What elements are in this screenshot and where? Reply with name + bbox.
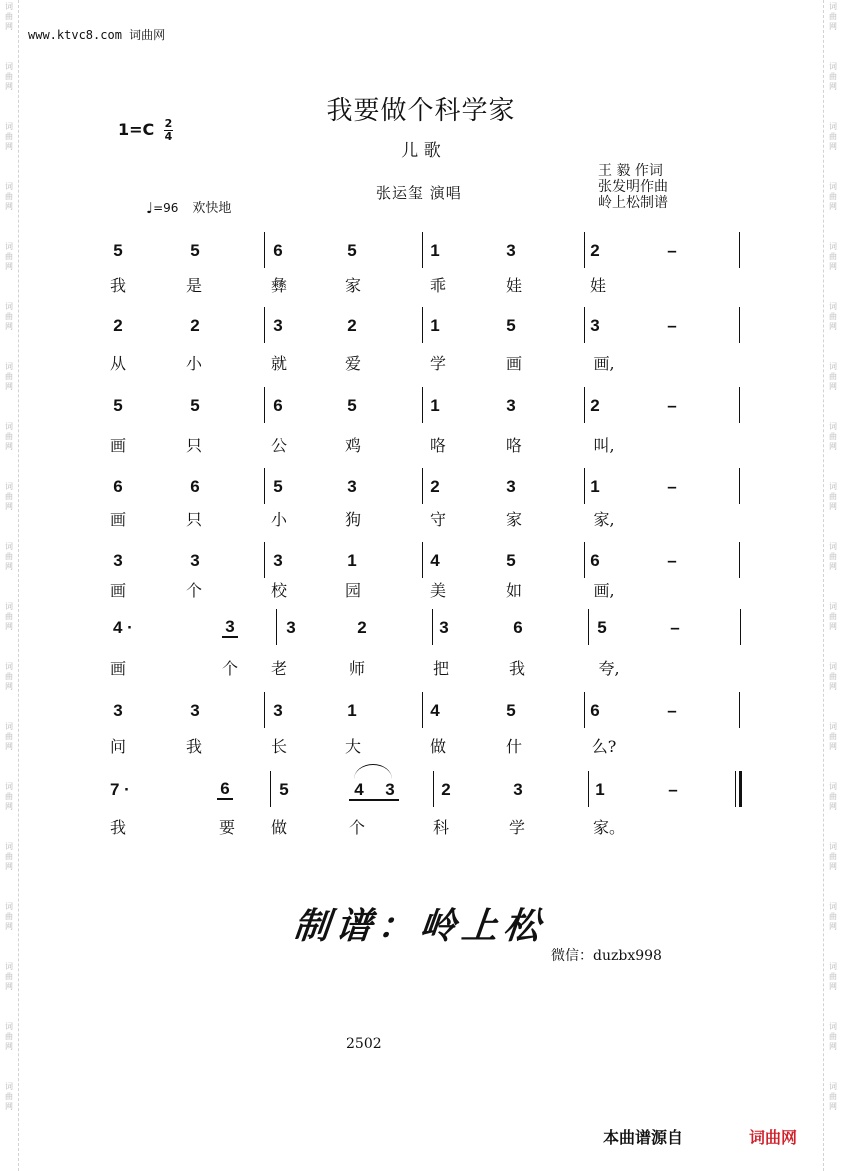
- barline: [740, 609, 741, 645]
- watermark-char: 词: [5, 842, 13, 851]
- watermark-char: 词: [5, 242, 13, 251]
- lyric: 咯: [505, 436, 522, 455]
- note: 1: [590, 477, 600, 496]
- watermark-char: 词: [5, 662, 13, 671]
- note: 3: [513, 780, 523, 799]
- lyric: 个: [185, 581, 202, 600]
- lyric: 如: [505, 581, 522, 600]
- barline: [584, 692, 585, 728]
- watermark-char: 曲: [5, 612, 13, 621]
- note: 3: [439, 618, 449, 637]
- watermark-char: 词: [5, 482, 13, 491]
- note: 1: [595, 780, 605, 799]
- watermark-char: 词: [5, 2, 13, 11]
- note: 6: [590, 551, 600, 570]
- lyric: 我: [109, 818, 126, 837]
- watermark-char: 网: [829, 622, 837, 631]
- lyric: 小: [270, 510, 287, 529]
- lyric: 科: [432, 818, 449, 837]
- watermark-char: 词: [5, 422, 13, 431]
- lyric: 小: [185, 354, 202, 373]
- note: 2: [441, 780, 451, 799]
- note: –: [667, 316, 677, 335]
- watermark-char: 网: [5, 562, 13, 571]
- wechat-id: 微信：duzbx998: [551, 948, 662, 964]
- note: 3: [190, 701, 200, 720]
- lyric: 公: [270, 436, 287, 455]
- watermark-char: 网: [829, 202, 837, 211]
- watermark-char: 网: [829, 862, 837, 871]
- lyric: 娃: [505, 276, 522, 295]
- note: 3: [113, 551, 123, 570]
- tempo-value: =96: [153, 201, 179, 215]
- transcriber: 岭上松制谱: [598, 195, 668, 211]
- watermark-char: 网: [829, 22, 837, 31]
- note: 5: [347, 396, 357, 415]
- barline: [588, 771, 589, 807]
- note: 3: [506, 477, 516, 496]
- note: –: [668, 780, 678, 799]
- watermark-char: 词: [5, 902, 13, 911]
- watermark-char: 词: [829, 302, 837, 311]
- note: 5: [506, 701, 516, 720]
- meter-top: 2: [164, 117, 173, 130]
- watermark-char: 曲: [5, 672, 13, 681]
- final-barline: [739, 771, 742, 807]
- note: 3: [286, 618, 296, 637]
- note: –: [670, 618, 680, 637]
- watermark-char: 网: [829, 982, 837, 991]
- note: 5: [190, 241, 200, 260]
- note: 6: [190, 477, 200, 496]
- lyric: 美: [429, 581, 446, 600]
- watermark-char: 曲: [5, 1092, 13, 1101]
- lyric: 娃: [589, 276, 606, 295]
- watermark-char: 曲: [829, 192, 837, 201]
- watermark-char: 曲: [5, 132, 13, 141]
- note: 1: [430, 396, 440, 415]
- note: 3: [506, 396, 516, 415]
- lyric: 我: [185, 737, 202, 756]
- lyric: 老: [270, 659, 287, 678]
- lyric: 咯: [429, 436, 446, 455]
- barline: [422, 542, 423, 578]
- barline: [584, 468, 585, 504]
- watermark-char: 词: [5, 1082, 13, 1091]
- note: –: [667, 396, 677, 415]
- watermark-char: 曲: [829, 312, 837, 321]
- barline: [276, 609, 277, 645]
- note: 6: [513, 618, 523, 637]
- page-number: 2502: [346, 1036, 382, 1052]
- watermark-char: 词: [5, 122, 13, 131]
- watermark-char: 词: [829, 1082, 837, 1091]
- watermark-char: 曲: [829, 132, 837, 141]
- lyric: 问: [109, 737, 126, 756]
- lyric: 爱: [344, 354, 361, 373]
- note: 3: [506, 241, 516, 260]
- watermark-char: 曲: [829, 1032, 837, 1041]
- watermark-char: 曲: [829, 972, 837, 981]
- lyric: 乖: [429, 276, 446, 295]
- watermark-char: 网: [829, 502, 837, 511]
- note: 3: [273, 701, 283, 720]
- barline: [735, 771, 736, 807]
- barline: [584, 232, 585, 268]
- watermark-char: 曲: [5, 1032, 13, 1041]
- lyric: 就: [270, 354, 287, 373]
- note: 2: [430, 477, 440, 496]
- barline: [584, 387, 585, 423]
- note: 1: [430, 316, 440, 335]
- note: 3: [113, 701, 123, 720]
- lyric: 画: [109, 510, 126, 529]
- watermark-char: 网: [5, 742, 13, 751]
- watermark-char: 网: [5, 1102, 13, 1111]
- watermark-char: 曲: [829, 552, 837, 561]
- lyric: 个: [348, 818, 365, 837]
- lyric: 只: [185, 436, 202, 455]
- lyric: 夸,: [598, 659, 620, 678]
- lyric: 是: [185, 276, 202, 295]
- watermark-char: 曲: [829, 792, 837, 801]
- site-url: www.ktvc8.com 词曲网: [28, 28, 166, 42]
- note: 3: [222, 618, 238, 638]
- watermark-char: 曲: [5, 492, 13, 501]
- lyric: 家,: [593, 510, 615, 529]
- lyric: 做: [270, 818, 287, 837]
- watermark-char: 词: [5, 962, 13, 971]
- note: 3: [590, 316, 600, 335]
- note: 6: [273, 396, 283, 415]
- watermark-char: 词: [829, 422, 837, 431]
- note: 6: [113, 477, 123, 496]
- mood-marking: 欢快地: [192, 201, 232, 216]
- composer: 张发明作曲: [598, 179, 668, 195]
- lyric: 个: [221, 659, 238, 678]
- slur: [354, 764, 392, 779]
- barline: [264, 307, 265, 343]
- signature: 制谱：岭上松: [291, 905, 548, 947]
- note: 6: [217, 780, 233, 800]
- note: 1: [347, 551, 357, 570]
- watermark-char: 词: [5, 182, 13, 191]
- barline: [422, 387, 423, 423]
- note: 2: [590, 241, 600, 260]
- watermark-char: 词: [5, 62, 13, 71]
- lyric: 什: [505, 737, 522, 756]
- barline: [739, 232, 740, 268]
- watermark-char: 词: [829, 2, 837, 11]
- watermark-char: 曲: [5, 12, 13, 21]
- watermark-char: 曲: [829, 372, 837, 381]
- source-label: 本曲谱源自: [603, 1128, 684, 1147]
- lyric: 我: [508, 659, 525, 678]
- barline: [588, 609, 589, 645]
- lyric: 做: [429, 737, 446, 756]
- lyric: 画,: [593, 581, 615, 600]
- lyric: 把: [432, 659, 449, 678]
- watermark-char: 网: [5, 82, 13, 91]
- note: 5: [279, 780, 289, 799]
- watermark-char: 网: [5, 982, 13, 991]
- watermark-char: 词: [829, 62, 837, 71]
- barline: [739, 468, 740, 504]
- note: –: [667, 701, 677, 720]
- watermark-char: 词: [829, 482, 837, 491]
- watermark-char: 曲: [5, 912, 13, 921]
- watermark-char: 网: [5, 922, 13, 931]
- watermark-char: 网: [5, 142, 13, 151]
- watermark-char: 网: [829, 322, 837, 331]
- watermark-char: 词: [829, 662, 837, 671]
- watermark-char: 词: [5, 302, 13, 311]
- lyric: 学: [508, 818, 525, 837]
- lyric: 大: [344, 737, 361, 756]
- lyric: 只: [185, 510, 202, 529]
- lyric: 鸡: [344, 436, 361, 455]
- watermark-char: 曲: [5, 72, 13, 81]
- note: 7 ·: [110, 780, 130, 799]
- song-title: 我要做个科学家: [326, 96, 516, 126]
- note: 5: [190, 396, 200, 415]
- watermark-char: 词: [829, 602, 837, 611]
- note: 5: [113, 396, 123, 415]
- watermark-char: 曲: [829, 252, 837, 261]
- watermark-char: 曲: [829, 912, 837, 921]
- lyric: 么?: [591, 737, 617, 756]
- watermark-char: 网: [829, 1102, 837, 1111]
- watermark-char: 网: [5, 382, 13, 391]
- lyric: 家。: [592, 818, 625, 837]
- barline: [422, 232, 423, 268]
- watermark-char: 曲: [5, 552, 13, 561]
- barline: [264, 387, 265, 423]
- barline: [584, 542, 585, 578]
- barline: [264, 232, 265, 268]
- watermark-char: 网: [829, 82, 837, 91]
- watermark-char: 网: [829, 742, 837, 751]
- lyric: 守: [429, 510, 446, 529]
- watermark-char: 网: [5, 802, 13, 811]
- watermark-char: 曲: [829, 12, 837, 21]
- note: 3: [273, 316, 283, 335]
- note: 2: [590, 396, 600, 415]
- watermark-char: 曲: [5, 372, 13, 381]
- key-signature: 1=C: [118, 120, 155, 139]
- song-genre: 儿 歌: [401, 141, 441, 161]
- note: 5: [113, 241, 123, 260]
- barline: [422, 468, 423, 504]
- note: –: [667, 241, 677, 260]
- watermark-char: 词: [829, 962, 837, 971]
- watermark-char: 网: [5, 502, 13, 511]
- note: 5: [597, 618, 607, 637]
- watermark-char: 词: [829, 182, 837, 191]
- watermark-char: 曲: [829, 732, 837, 741]
- watermark-char: 曲: [5, 252, 13, 261]
- watermark-char: 曲: [829, 72, 837, 81]
- note: 4: [354, 780, 364, 799]
- watermark-char: 网: [829, 382, 837, 391]
- note: 2: [113, 316, 123, 335]
- watermark-char: 词: [829, 542, 837, 551]
- watermark-char: 网: [829, 442, 837, 451]
- barline: [739, 542, 740, 578]
- watermark-char: 网: [5, 322, 13, 331]
- barline: [264, 692, 265, 728]
- watermark-char: 词: [5, 542, 13, 551]
- note: 5: [506, 316, 516, 335]
- watermark-char: 词: [829, 782, 837, 791]
- barline: [739, 692, 740, 728]
- watermark-char: 词: [829, 1022, 837, 1031]
- meter-bottom: 4: [164, 130, 173, 143]
- note: 6: [273, 241, 283, 260]
- watermark-char: 网: [5, 22, 13, 31]
- note: 2: [347, 316, 357, 335]
- watermark-char: 曲: [5, 732, 13, 741]
- watermark-char: 词: [5, 722, 13, 731]
- watermark-char: 曲: [829, 852, 837, 861]
- lyric: 从: [109, 354, 126, 373]
- performer: 张运玺 演唱: [376, 184, 462, 202]
- lyric: 彝: [270, 276, 287, 295]
- barline: [422, 692, 423, 728]
- lyric: 家: [344, 276, 361, 295]
- note: 5: [347, 241, 357, 260]
- watermark-char: 网: [829, 142, 837, 151]
- source-site: 词曲网: [749, 1128, 798, 1147]
- watermark-char: 词: [5, 602, 13, 611]
- note: 5: [273, 477, 283, 496]
- watermark-char: 词: [829, 122, 837, 131]
- note: 3: [385, 780, 395, 799]
- barline: [584, 307, 585, 343]
- lyric: 我: [109, 276, 126, 295]
- lyric: 园: [344, 581, 361, 600]
- note: 4 ·: [113, 618, 133, 637]
- watermark-char: 网: [829, 922, 837, 931]
- watermark-char: 曲: [5, 792, 13, 801]
- lyric: 狗: [344, 510, 361, 529]
- watermark-char: 网: [5, 1042, 13, 1051]
- note: –: [667, 551, 677, 570]
- lyric: 画: [109, 581, 126, 600]
- note: 1: [347, 701, 357, 720]
- note: 5: [506, 551, 516, 570]
- watermark-char: 词: [829, 902, 837, 911]
- note: 2: [357, 618, 367, 637]
- note: 3: [273, 551, 283, 570]
- eighth-beam: [349, 799, 399, 801]
- watermark-char: 曲: [829, 672, 837, 681]
- watermark-char: 网: [5, 862, 13, 871]
- watermark-char: 网: [5, 262, 13, 271]
- watermark-char: 曲: [5, 312, 13, 321]
- watermark-char: 曲: [829, 612, 837, 621]
- watermark-char: 曲: [829, 1092, 837, 1101]
- barline: [264, 468, 265, 504]
- watermark-char: 网: [5, 442, 13, 451]
- watermark-char: 词: [5, 782, 13, 791]
- barline: [270, 771, 271, 807]
- barline: [264, 542, 265, 578]
- watermark-char: 网: [829, 262, 837, 271]
- barline: [433, 771, 434, 807]
- lyric: 画: [109, 659, 126, 678]
- barline: [432, 609, 433, 645]
- watermark-char: 词: [5, 1022, 13, 1031]
- note: 2: [190, 316, 200, 335]
- note: 1: [430, 241, 440, 260]
- lyricist: 王 毅 作词: [598, 163, 663, 179]
- note: 6: [590, 701, 600, 720]
- quarter-note-icon: ♩: [146, 199, 154, 217]
- lyric: 画: [505, 354, 522, 373]
- watermark-char: 曲: [5, 852, 13, 861]
- lyric: 家: [505, 510, 522, 529]
- note: 3: [190, 551, 200, 570]
- lyric: 画: [109, 436, 126, 455]
- note: 4: [430, 701, 440, 720]
- lyric: 师: [348, 659, 365, 678]
- watermark-char: 曲: [5, 432, 13, 441]
- watermark-char: 网: [5, 622, 13, 631]
- watermark-char: 网: [829, 562, 837, 571]
- barline: [739, 387, 740, 423]
- watermark-char: 曲: [829, 432, 837, 441]
- barline: [739, 307, 740, 343]
- note: –: [667, 477, 677, 496]
- watermark-char: 网: [5, 682, 13, 691]
- lyric: 校: [270, 581, 287, 600]
- lyric: 要: [218, 818, 235, 837]
- watermark-char: 词: [5, 362, 13, 371]
- watermark-char: 词: [829, 842, 837, 851]
- watermark-char: 曲: [5, 192, 13, 201]
- lyric: 叫,: [593, 436, 615, 455]
- watermark-char: 词: [829, 722, 837, 731]
- watermark-char: 网: [829, 682, 837, 691]
- watermark-char: 曲: [829, 492, 837, 501]
- lyric: 学: [429, 354, 446, 373]
- watermark-char: 网: [829, 1042, 837, 1051]
- watermark-char: 词: [829, 362, 837, 371]
- barline: [422, 307, 423, 343]
- watermark-char: 词: [829, 242, 837, 251]
- watermark-char: 曲: [5, 972, 13, 981]
- lyric: 画,: [593, 354, 615, 373]
- note: 4: [430, 551, 440, 570]
- note: 3: [347, 477, 357, 496]
- watermark-char: 网: [829, 802, 837, 811]
- watermark-char: 网: [5, 202, 13, 211]
- lyric: 长: [270, 737, 287, 756]
